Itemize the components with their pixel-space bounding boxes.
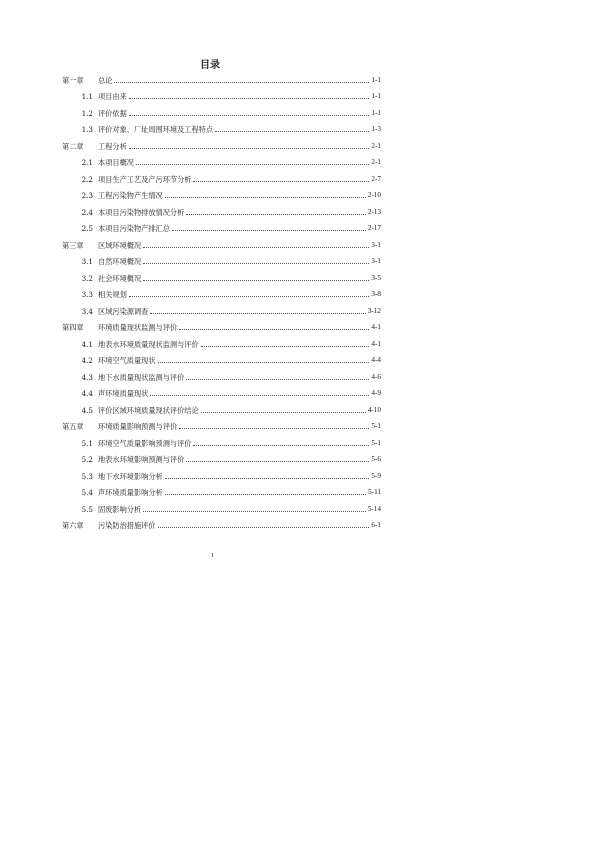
dot-leader: [129, 98, 370, 99]
dot-leader: [172, 230, 366, 231]
toc-section-entry[interactable]: [62, 171, 381, 188]
toc-entry-page: 4-6: [371, 372, 381, 381]
toc-entry-number: 4.2: [81, 356, 93, 366]
toc-entry-label: 地表水环境质量现状监测与评价: [98, 339, 199, 349]
toc-entry-number: 4.3: [81, 372, 93, 382]
toc-section-entry[interactable]: [62, 105, 381, 122]
toc-entry-label: 地下水质量现状监测与评价: [98, 372, 185, 382]
toc-section-entry[interactable]: [62, 353, 381, 370]
toc-entry-label: 区域污染源调查: [98, 306, 149, 316]
toc-entry-page: 5-9: [371, 471, 381, 480]
toc-entry-label: 本项目污染物产排汇总: [98, 224, 170, 234]
dot-leader: [129, 296, 370, 297]
toc-entry-number: 3.3: [81, 290, 93, 300]
toc-entry-number: 2.4: [81, 207, 93, 217]
toc-chapter-entry[interactable]: [62, 72, 381, 89]
toc-entry-number: 2.5: [81, 224, 93, 234]
toc-entry-number: 第一章: [62, 75, 84, 85]
toc-section-entry[interactable]: [62, 369, 381, 386]
toc-entry-number: 4.4: [81, 389, 93, 399]
toc-entry-page: 3-5: [371, 273, 381, 282]
toc-entry-label: 社会环境概况: [98, 273, 142, 283]
toc-section-entry[interactable]: [62, 336, 381, 353]
dot-leader: [129, 148, 370, 149]
toc-entry-label: 地下水环境影响分析: [98, 471, 163, 481]
toc-section-entry[interactable]: [62, 402, 381, 419]
toc-entry-label: 环境质量现状监测与评价: [98, 323, 178, 333]
toc-section-entry[interactable]: [62, 287, 381, 304]
dot-leader: [179, 329, 369, 330]
toc-entry-label: 工程分析: [98, 141, 127, 151]
dot-leader: [193, 445, 369, 446]
toc-section-entry[interactable]: [62, 188, 381, 205]
dot-leader: [165, 197, 366, 198]
toc-entry-label: 项目生产工艺及产污环节分析: [98, 174, 192, 184]
toc-section-entry[interactable]: [62, 254, 381, 271]
toc-entry-number: 1.1: [81, 92, 93, 102]
toc-entry-number: 1.2: [81, 108, 93, 118]
toc-entry-number: 4.1: [81, 339, 93, 349]
toc-entry-label: 声环境质量影响分析: [98, 488, 163, 498]
toc-entry-label: 本项目污染物排放情况分析: [98, 207, 185, 217]
toc-entry-page: 5-11: [368, 488, 381, 497]
toc-entry-label: 评价对象、厂址周围环境及工程特点: [98, 125, 214, 135]
toc-entry-label: 污染防治措施评价: [98, 521, 156, 531]
toc-entry-number: 4.5: [81, 405, 93, 415]
toc-entry-label: 项目由来: [98, 92, 127, 102]
toc-entry-number: 5.4: [81, 488, 93, 498]
dot-leader: [129, 115, 370, 116]
toc-entry-label: 评价依据: [98, 108, 127, 118]
toc-entry-number: 5.2: [81, 455, 93, 465]
toc-entry-number: 1.3: [81, 125, 93, 135]
toc-chapter-entry[interactable]: [62, 518, 381, 535]
toc-entry-number: 3.2: [81, 273, 93, 283]
toc-entry-number: 3.1: [81, 257, 93, 267]
dot-leader: [143, 511, 366, 512]
toc-entry-page: 4-4: [371, 356, 381, 365]
toc-section-entry[interactable]: [62, 89, 381, 106]
toc-section-entry[interactable]: [62, 155, 381, 172]
toc-section-entry[interactable]: [62, 122, 381, 139]
dot-leader: [215, 131, 369, 132]
dot-leader: [143, 280, 369, 281]
toc-entry-number: 第四章: [62, 323, 84, 333]
toc-entry-page: 5-1: [371, 422, 381, 431]
dot-leader: [165, 478, 370, 479]
toc-section-entry[interactable]: [62, 501, 381, 518]
toc-entry-page: 2-7: [371, 174, 381, 183]
toc-entry-number: 第二章: [62, 141, 84, 151]
dot-leader: [201, 412, 366, 413]
toc-section-entry[interactable]: [62, 204, 381, 221]
toc-entry-page: 3-12: [367, 306, 381, 315]
dot-leader: [186, 214, 366, 215]
dot-leader: [193, 181, 369, 182]
toc-section-entry[interactable]: [62, 270, 381, 287]
toc-entry-page: 3-1: [371, 257, 381, 266]
dot-leader: [201, 346, 370, 347]
toc-entry-number: 5.5: [81, 504, 93, 514]
toc-entry-page: 2-1: [371, 141, 381, 150]
toc-entry-page: 3-1: [371, 240, 381, 249]
dot-leader: [158, 527, 370, 528]
toc-entry-label: 工程污染物产生情况: [98, 191, 163, 201]
toc-entry-page: 4-1: [371, 339, 381, 348]
toc-chapter-entry[interactable]: [62, 320, 381, 337]
toc-entry-page: 4-1: [371, 323, 381, 332]
toc-entry-page: 5-14: [367, 504, 381, 513]
dot-leader: [150, 395, 369, 396]
toc-entry-label: 本项目概况: [98, 158, 134, 168]
toc-entry-label: 声环境质量现状: [98, 389, 149, 399]
toc-entry-label: 环境空气质量影响预测与评价: [98, 438, 192, 448]
toc-entry-label: 评价区域环境质量现状评价结论: [98, 405, 199, 415]
toc-entry-label: 总论: [98, 75, 113, 85]
page-number: I: [211, 553, 214, 559]
dot-leader: [186, 379, 369, 380]
toc-entry-page: 2-17: [367, 224, 381, 233]
toc-entry-page: 4-9: [371, 389, 381, 398]
toc-entry-page: 5-6: [371, 455, 381, 464]
toc-entry-number: 3.4: [81, 306, 93, 316]
toc-entry-label: 自然环境概况: [98, 257, 142, 267]
toc-entry-number: 5.1: [81, 438, 93, 448]
dot-leader: [158, 362, 370, 363]
toc-entry-label: 地表水环境影响预测与评价: [98, 455, 185, 465]
toc-entry-number: 2.2: [81, 174, 93, 184]
toc-section-entry[interactable]: [62, 303, 381, 320]
toc-entry-label: 环境质量影响预测与评价: [98, 422, 178, 432]
toc-entry-page: 2-1: [371, 158, 381, 167]
dot-leader: [165, 494, 366, 495]
toc-entry-page: 3-8: [371, 290, 381, 299]
dot-leader: [114, 82, 369, 83]
dot-leader: [136, 164, 369, 165]
dot-leader: [143, 263, 369, 264]
toc-entry-page: 4-10: [367, 405, 381, 414]
toc-section-entry[interactable]: [62, 221, 381, 238]
toc-entry-page: 1-3: [371, 125, 381, 134]
toc-entry-number: 第五章: [62, 422, 84, 432]
toc-entry-label: 相关规划: [98, 290, 127, 300]
dot-leader: [179, 428, 369, 429]
toc-entry-number: 第六章: [62, 521, 84, 531]
toc-entry-number: 2.1: [81, 158, 93, 168]
toc-section-entry[interactable]: [62, 435, 381, 452]
toc-chapter-entry[interactable]: [62, 138, 381, 155]
toc-entry-page: 1-1: [371, 75, 381, 84]
toc-chapter-entry[interactable]: [62, 237, 381, 254]
dot-leader: [150, 313, 365, 314]
table-of-contents: [62, 72, 381, 534]
toc-entry-number: 5.3: [81, 471, 93, 481]
toc-section-entry[interactable]: [62, 452, 381, 469]
toc-chapter-entry[interactable]: [62, 419, 381, 436]
toc-section-entry[interactable]: [62, 386, 381, 403]
toc-entry-page: 1-1: [371, 108, 381, 117]
toc-entry-page: 2-13: [367, 207, 381, 216]
toc-entry-page: 2-10: [367, 191, 381, 200]
toc-section-entry[interactable]: [62, 485, 381, 502]
toc-entry-label: 区域环境概况: [98, 240, 142, 250]
toc-entry-label: 固废影响分析: [98, 504, 142, 514]
toc-section-entry[interactable]: [62, 468, 381, 485]
toc-entry-page: 6-1: [371, 521, 381, 530]
toc-entry-page: 5-1: [371, 438, 381, 447]
toc-title: 目录: [200, 60, 220, 71]
dot-leader: [143, 247, 369, 248]
toc-entry-label: 环境空气质量现状: [98, 356, 156, 366]
toc-entry-number: 第三章: [62, 240, 84, 250]
toc-entry-page: 1-1: [371, 92, 381, 101]
toc-entry-number: 2.3: [81, 191, 93, 201]
dot-leader: [186, 461, 369, 462]
